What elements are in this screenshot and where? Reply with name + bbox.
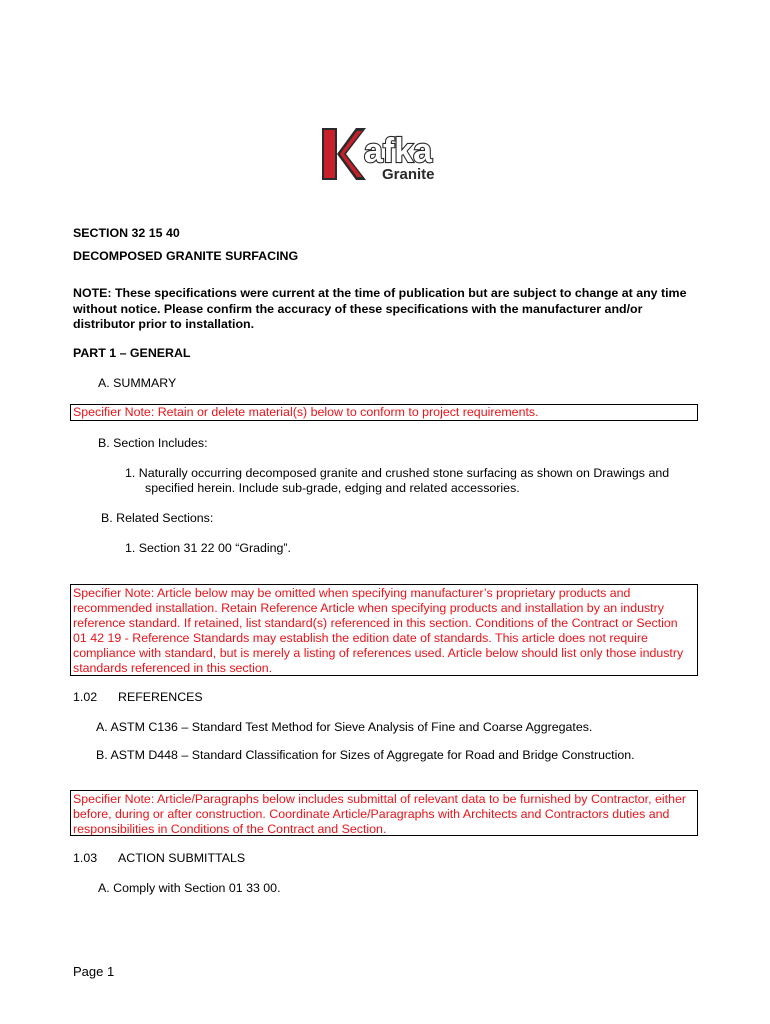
- specifier-note-2-line: compliance with standard, but is merely a listing of references used. Article below should list only those industry: [73, 646, 684, 660]
- kafka-granite-logo: [322, 124, 452, 182]
- specifier-note-1-text: Specifier Note: Retain or delete material(s) below to conform to project requirements.: [73, 405, 539, 419]
- submittals-title: ACTION SUBMITTALS: [118, 851, 246, 865]
- logo-mark-icon: [322, 124, 452, 182]
- specifier-note-2-line: recommended installation. Retain Reference Article when specifying products and installation by an industry: [73, 601, 664, 615]
- specifier-note-3-line: before, during or after construction. Coordinate Article/Paragraphs with Architects and Contractors duties and: [73, 807, 670, 821]
- includes-item-line-2: specified herein. Include sub-grade, edging and related accessories.: [145, 481, 520, 495]
- reference-item-b: B. ASTM D448 – Standard Classification for Sizes of Aggregate for Road and Bridge Construction.: [96, 748, 635, 762]
- logo-letters: afka: [364, 132, 433, 170]
- specifier-note-2-line: standards referenced in this section.: [73, 661, 273, 675]
- specifier-note-2-line: 01 42 19 - Reference Standards may establish the edition date of standards. This article does not require: [73, 631, 648, 645]
- references-title: REFERENCES: [118, 690, 203, 704]
- section-title: DECOMPOSED GRANITE SURFACING: [73, 249, 299, 263]
- note-line-2: without notice. Please confirm the accuracy of these specifications with the manufacturer and/or: [73, 302, 643, 316]
- specifier-note-2: [70, 584, 698, 676]
- submittals-number: 1.03: [73, 851, 98, 865]
- specifier-note-3: [70, 790, 698, 836]
- specifier-note-1: [70, 404, 698, 421]
- references-number: 1.02: [73, 690, 98, 704]
- specifier-note-2-line: Specifier Note: Article below may be omitted when specifying manufacturer’s proprietary products and: [73, 586, 631, 600]
- section-includes-heading: B. Section Includes:: [98, 436, 208, 450]
- summary-heading: A. SUMMARY: [98, 376, 177, 390]
- page-number: Page 1: [73, 964, 115, 979]
- related-sections-heading: B. Related Sections:: [101, 511, 214, 525]
- logo-subtitle: Granite: [382, 166, 435, 182]
- specifier-note-3-line: responsibilities in Conditions of the Contract and Section.: [73, 822, 387, 836]
- includes-item-line-1: 1. Naturally occurring decomposed granite and crushed stone surfacing as shown on Drawings and: [125, 466, 670, 480]
- part1-heading: PART 1 – GENERAL: [73, 346, 191, 360]
- specifier-note-3-line: Specifier Note: Article/Paragraphs below includes submittal of relevant data to be furnished by Contractor, either: [73, 792, 686, 806]
- related-item: 1. Section 31 22 00 “Grading”.: [125, 541, 291, 555]
- section-number: SECTION 32 15 40: [73, 226, 180, 240]
- note-line-3: distributor prior to installation.: [73, 317, 255, 331]
- specifier-note-2-line: reference standard. If retained, list standard(s) referenced in this section. Conditions of the Contract or Section: [73, 616, 678, 630]
- reference-item-a: A. ASTM C136 – Standard Test Method for Sieve Analysis of Fine and Coarse Aggregates.: [96, 720, 593, 734]
- note-line-1: NOTE: These specifications were current at the time of publication but are subject to change at any time: [73, 286, 687, 300]
- submittals-item-a: A. Comply with Section 01 33 00.: [98, 881, 281, 895]
